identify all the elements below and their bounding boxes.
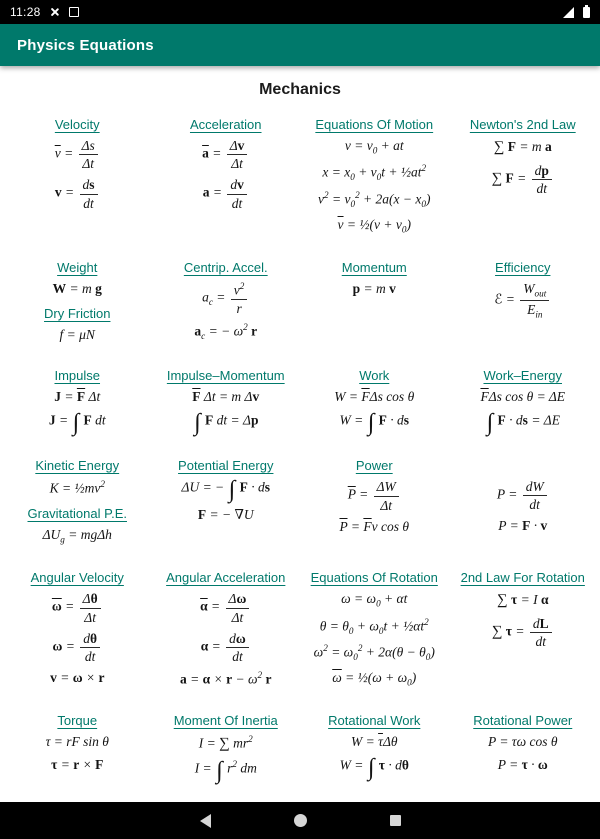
equation-group-title: Momentum bbox=[341, 259, 407, 275]
formula: ΔU = − ∫ F · ds bbox=[181, 476, 270, 504]
battery-icon bbox=[583, 7, 590, 18]
equation-cell bbox=[6, 117, 149, 242]
formula: P = F · v bbox=[498, 518, 548, 534]
formula: $a_c$ = − $\omega^2$ r bbox=[194, 321, 258, 342]
formula: $\overline{a}$ = $\frac{\Delta v}{\Delta t}$ bbox=[155, 138, 298, 171]
formula: $\overline{\omega}$ = $\frac{\Delta\theta}{\Delta t}$ bbox=[6, 591, 149, 624]
equation-cell bbox=[6, 458, 149, 552]
section-heading: Mechanics bbox=[259, 81, 341, 98]
formula: ∑ F = m a bbox=[493, 139, 552, 156]
status-bar bbox=[0, 0, 600, 24]
equation-cell bbox=[303, 713, 446, 788]
equation-cell bbox=[6, 260, 149, 350]
formula: $\overline{P} = \overline{F}v$ cos θ bbox=[339, 518, 409, 534]
equation-group-title bbox=[452, 458, 595, 474]
formula: J = ∫ F dt bbox=[48, 409, 106, 437]
formula: τ = r × F bbox=[51, 757, 104, 773]
formula: $\overline{F}$ Δt = m Δv bbox=[192, 389, 260, 405]
formula: f = μN bbox=[59, 327, 95, 343]
equation-cell bbox=[6, 570, 149, 695]
formula: ∫ F dt = Δp bbox=[194, 409, 259, 437]
equation-group-title: Moment Of Inertia bbox=[173, 713, 278, 729]
equation-cell bbox=[155, 260, 298, 350]
equation-group-title: Gravitational P.E. bbox=[27, 505, 127, 521]
formula: $\Delta U_g = mg\Delta h$ bbox=[42, 527, 112, 545]
formula: $a_c$ = $\frac{v^2}{r}$ bbox=[155, 281, 298, 316]
formula: α = $\frac{d\omega}{dt}$ bbox=[155, 631, 298, 664]
equation-cell bbox=[452, 117, 595, 242]
app-bar bbox=[0, 24, 600, 66]
equation-group-title: Equations Of Motion bbox=[315, 117, 434, 132]
formula: $a = \alpha \times r - \omega^2$ r bbox=[180, 669, 272, 687]
equation-group-title: Kinetic Energy bbox=[35, 458, 120, 474]
status-right-icons bbox=[563, 7, 590, 18]
equation-cell bbox=[6, 368, 149, 440]
equation-cell bbox=[155, 458, 298, 552]
formula: $W = \overline{F}\Delta s$ cos θ bbox=[334, 389, 415, 405]
equation-cell bbox=[6, 713, 149, 788]
equation-group-title: Dry Friction bbox=[44, 306, 111, 322]
equation-group-title: Efficiency bbox=[495, 259, 551, 275]
formula: v = $\frac{ds}{dt}$ bbox=[6, 177, 149, 210]
equation-cell bbox=[155, 368, 298, 440]
formula: ∑ F = $\frac{dp}{dt}$ bbox=[452, 163, 595, 196]
home-icon[interactable] bbox=[294, 814, 307, 827]
equation-cell bbox=[452, 368, 595, 440]
formula: a = $\frac{dv}{dt}$ bbox=[155, 177, 298, 210]
equations-grid bbox=[0, 117, 600, 802]
equation-group-title: Velocity bbox=[54, 117, 100, 132]
equation-group-title: Torque bbox=[57, 713, 98, 729]
equation-cell bbox=[452, 713, 595, 788]
status-time: 11:28 bbox=[10, 5, 41, 19]
formula: W = ∫ F · ds bbox=[339, 409, 410, 437]
equation-cell bbox=[303, 260, 446, 350]
formula: τ = rF sin θ bbox=[45, 734, 109, 750]
equation-cell bbox=[155, 570, 298, 695]
formula: I = ∫ $r^2$ dm bbox=[194, 757, 257, 785]
formula: $\overline{\omega}$ = ½(ω + $\omega_0$) bbox=[332, 669, 417, 688]
equation-cell bbox=[303, 570, 446, 695]
equation-group-title: 2nd Law For Rotation bbox=[460, 570, 585, 586]
formula: P = τω cos θ bbox=[487, 734, 558, 750]
equation-group-title: Equations Of Rotation bbox=[310, 570, 438, 586]
formula: $\theta = \theta_0 + \omega_0t$ + $\frac{1}{2}\alpha t^2$ bbox=[319, 616, 429, 636]
formula: ω = $\frac{d\theta}{dt}$ bbox=[6, 631, 149, 664]
signal-icon bbox=[563, 7, 574, 18]
formula: W = m g bbox=[52, 281, 102, 297]
equation-cell bbox=[303, 458, 446, 552]
formula: $\overline{\alpha}$ = $\frac{\Delta\omega}{\Delta t}$ bbox=[155, 591, 298, 624]
equation-cell bbox=[155, 713, 298, 788]
equation-group-title: Work–Energy bbox=[483, 368, 562, 384]
back-icon[interactable] bbox=[200, 814, 211, 828]
formula: $v^2 = v_0^2 + 2a(x - x_0)$ bbox=[318, 190, 431, 210]
equation-group-title: Impulse bbox=[54, 368, 101, 384]
formula: $\overline{v}$ = ½(v + $v_0$) bbox=[337, 216, 411, 235]
equation-cell bbox=[303, 117, 446, 242]
equation-group-title: Rotational Power bbox=[473, 713, 573, 729]
formula: ∫ F · ds = ΔE bbox=[486, 409, 560, 437]
formula: ∑ τ = I α bbox=[497, 592, 549, 609]
formula: F = − ∇U bbox=[197, 507, 254, 523]
equation-cell bbox=[452, 570, 595, 695]
formula: ℰ = $\frac{W_{out}}{E_{in}}$ bbox=[452, 281, 595, 320]
equation-cell bbox=[303, 368, 446, 440]
content-scroll[interactable] bbox=[0, 66, 600, 802]
formula: $\overline{F}\Delta s$ cos θ = ΔE bbox=[480, 389, 566, 405]
formula: $\overline{P}$ = $\frac{\Delta W}{\Delta t}$ bbox=[303, 479, 446, 512]
formula: $\overline{v}$ = $\frac{\Delta s}{\Delta t}$ bbox=[6, 138, 149, 171]
formula: p = m v bbox=[352, 281, 396, 297]
equation-group-title: Rotational Work bbox=[328, 713, 421, 729]
app-title: Physics Equations bbox=[17, 36, 154, 54]
formula: $J = \overline{F}$ Δt bbox=[54, 389, 101, 405]
formula: W = ∫ τ · dθ bbox=[339, 754, 409, 782]
equation-group-title: Acceleration bbox=[189, 117, 262, 132]
formula: $K = \frac{1}{2}mv^2$ bbox=[49, 479, 105, 496]
equation-group-title: Angular Velocity bbox=[30, 570, 124, 586]
equation-group-title: Weight bbox=[57, 259, 98, 275]
close-notification-icon bbox=[50, 7, 60, 17]
equation-group-title: Centrip. Accel. bbox=[183, 259, 268, 275]
equation-group-title: Angular Acceleration bbox=[166, 570, 286, 586]
equation-group-title: Work bbox=[359, 368, 390, 384]
equation-group-title: Power bbox=[355, 458, 393, 474]
equation-cell bbox=[452, 458, 595, 552]
equation-group-title: Impulse–Momentum bbox=[166, 368, 285, 384]
formula: $x = x_0 + v_0t$ + $\frac{1}{2}at^2$ bbox=[322, 163, 427, 183]
equation-group-title: Newton's 2nd Law bbox=[469, 117, 576, 132]
equation-cell bbox=[155, 117, 298, 242]
recents-icon[interactable] bbox=[390, 815, 401, 826]
formula: v = ω × r bbox=[50, 669, 105, 685]
formula: $\omega^2 = \omega_0^2 + 2\alpha(\theta - \theta_0)$ bbox=[313, 643, 435, 663]
navigation-bar bbox=[0, 802, 600, 839]
formula: P = $\frac{dW}{dt}$ bbox=[452, 479, 595, 512]
screenshot-icon bbox=[69, 7, 79, 17]
formula: $W = \overline{\tau}\Delta\theta$ bbox=[350, 734, 398, 750]
formula: ∑ τ = $\frac{dL}{dt}$ bbox=[452, 616, 595, 649]
equation-cell bbox=[452, 260, 595, 350]
formula: $v = v_0$ + at bbox=[344, 138, 404, 156]
formula: $\omega = \omega_0 + \alpha t$ bbox=[341, 591, 408, 610]
formula: I = ∑ $mr^2$ bbox=[198, 734, 253, 752]
formula: P = τ · ω bbox=[497, 757, 548, 773]
equation-group-title: Potential Energy bbox=[178, 458, 274, 474]
